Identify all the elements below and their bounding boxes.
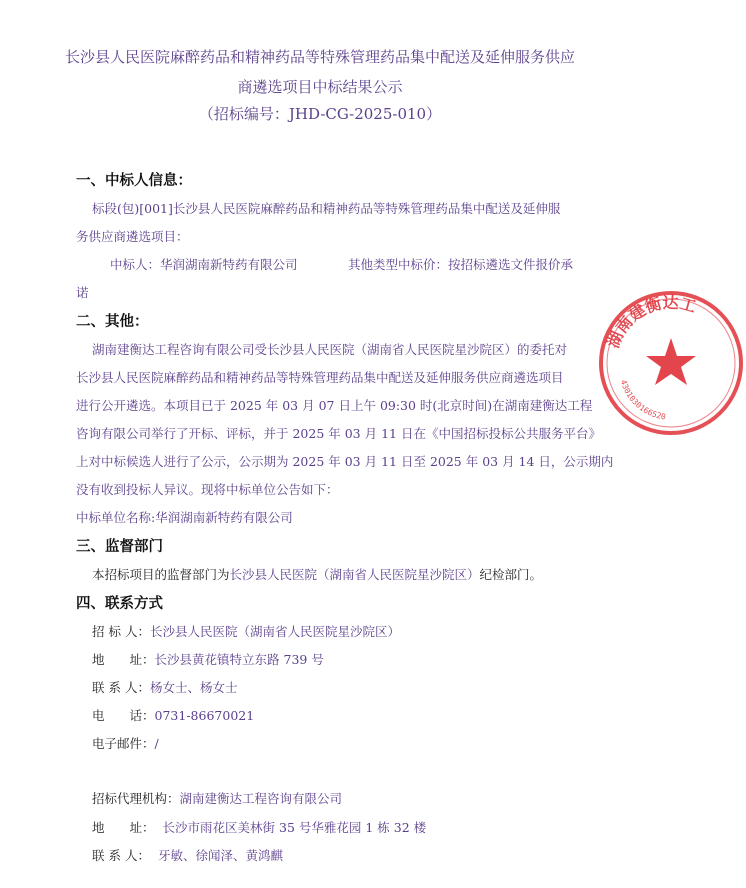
supervision-text-suffix: 纪检部门。: [479, 567, 543, 582]
contact-label: 联 系 人：: [92, 680, 150, 695]
contact-row-email: [92, 735, 159, 753]
contact-value: 长沙县人民医院（湖南省人民医院星沙院区）: [149, 624, 400, 639]
lot-description-cont: 务供应商遴选项目：: [76, 229, 189, 244]
contact-label: 招 标 人：: [92, 624, 150, 639]
winner-unit-name: 中标单位名称:华润湖南新特药有限公司: [76, 510, 293, 525]
other-paragraph-line: 咨询有限公司举行了开标、评标，并于 2025 年 03 月 11 日在《中国招标投标公共服务平台》: [76, 426, 601, 441]
svg-text:湖南建衡达工: [603, 293, 698, 351]
document-title-line-1: 长沙县人民医院麻醉药品和精神药品等特殊管理药品集中配送及延伸服务供应: [64, 48, 575, 66]
contact-value: /: [154, 736, 159, 751]
agency-row-address: [92, 819, 426, 837]
contact-value: 长沙县黄花镇特立东路 739 号: [154, 652, 324, 667]
seal-number: 4301030166520: [618, 378, 667, 422]
agency-row-name: [92, 790, 342, 808]
supervision-org: 长沙县人民医院（湖南省人民医院星沙院区）: [229, 567, 480, 582]
contact-value: 长沙市雨花区美林街 35 号华雅花园 1 栋 32 楼: [162, 820, 427, 835]
contact-label: 招标代理机构：: [92, 791, 180, 806]
section-heading-contact: 四、联系方式: [76, 595, 163, 612]
contact-label: 地 址：: [92, 820, 155, 835]
seal-text: 湖南建衡达工: [603, 292, 699, 351]
contact-row-tenderer: [92, 623, 400, 641]
other-paragraph-line: 长沙县人民医院麻醉药品和精神药品等特殊管理药品集中配送及延伸服务供应商遴选项目: [76, 370, 564, 385]
section-heading-other: 二、其他：: [76, 313, 149, 330]
contact-row-address: [92, 651, 324, 669]
contact-label: 电 话：: [92, 708, 155, 723]
contact-value: 牙敏、徐闻泽、黄鸿麒: [157, 848, 283, 863]
contact-value: 湖南建衡达工程咨询有限公司: [179, 791, 343, 806]
section-heading-winner-info: 一、中标人信息：: [76, 172, 192, 189]
section-heading-supervision: 三、监督部门: [76, 538, 163, 555]
official-seal-stamp: [596, 288, 746, 438]
document-title-line-2: 商遴选项目中标结果公示: [237, 78, 403, 96]
lot-description: 标段(包)[001]长沙县人民医院麻醉药品和精神药品等特殊管理药品集中配送及延伸服: [92, 201, 561, 216]
supervision-text: [92, 566, 542, 584]
contact-value: 0731-86670021: [154, 708, 255, 723]
contact-row-phone: [92, 707, 254, 725]
contact-label: 联 系 人：: [92, 848, 150, 863]
contact-value: 杨女士、杨女士: [149, 680, 238, 695]
tender-number: （招标编号：JHD-CG-2025-010）: [198, 105, 442, 123]
agency-row-person: [92, 847, 283, 865]
contact-row-person: [92, 679, 237, 697]
seal-star-icon: [646, 338, 696, 385]
other-paragraph-line: 进行公开遴选。本项目已于 2025 年 03 月 07 日上午 09:30 时(北京时间)在湖南建衡达工程: [76, 398, 593, 413]
contact-label: 地 址：: [92, 652, 155, 667]
winner-name: 中标人：华润湖南新特药有限公司: [110, 257, 298, 272]
supervision-text-prefix: 本招标项目的监督部门为: [92, 567, 230, 582]
winning-price-cont: 诺: [76, 285, 89, 300]
other-paragraph-line: 上对中标候选人进行了公示，公示期为 2025 年 03 月 11 日至 2025 年 03 月 14 日，公示期内: [76, 454, 614, 469]
other-paragraph-line: 没有收到投标人异议。现将中标单位公告如下：: [76, 482, 339, 497]
contact-label: 电子邮件：: [92, 736, 155, 751]
other-paragraph-line: 湖南建衡达工程咨询有限公司受长沙县人民医院（湖南省人民医院星沙院区）的委托对: [92, 342, 568, 357]
winning-price: 其他类型中标价：按招标遴选文件报价承: [348, 257, 574, 272]
